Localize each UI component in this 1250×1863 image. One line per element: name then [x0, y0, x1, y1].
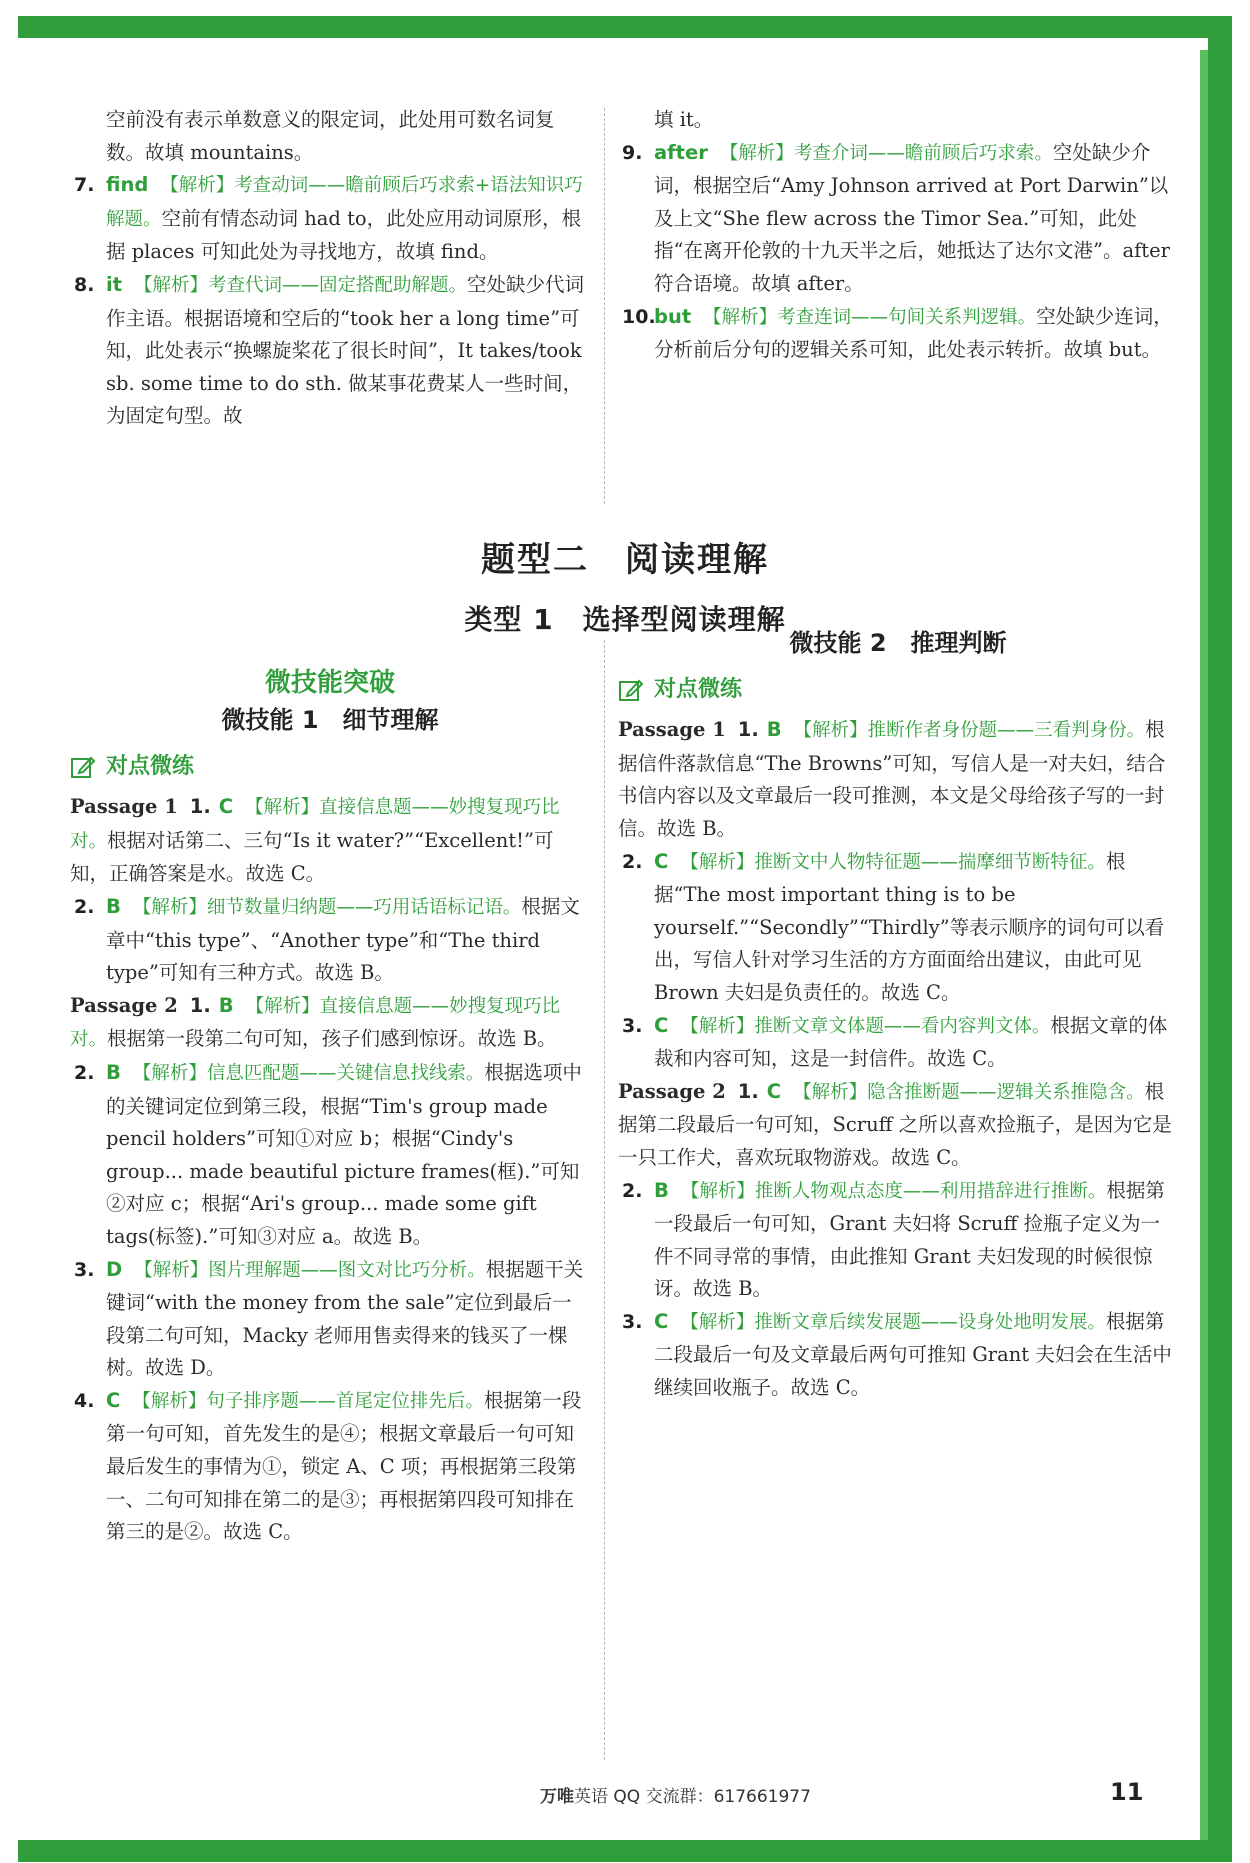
practice-heading — [70, 751, 590, 784]
answer-letter: C — [218, 795, 234, 819]
item-number: 1. — [737, 718, 759, 742]
item-number: 2. — [622, 1179, 643, 1202]
bottom-left-column — [70, 642, 590, 1549]
answer-word: but — [654, 304, 692, 328]
analysis-text: 根据第一段第二句可知，孩子们感到惊讶。故选 B。 — [107, 1027, 557, 1051]
answer-letter: B — [106, 894, 121, 918]
column-divider-top — [604, 108, 605, 504]
analysis-text: 根据文章的体裁和内容可知，这是一封信件。故选 C。 — [654, 1013, 1168, 1071]
item-number: 3. — [74, 1258, 95, 1281]
analysis-tag: 【解析】考查介词——瞻前顾后巧求索。 — [719, 142, 1053, 164]
item-number: 3. — [622, 1310, 643, 1333]
answer-word: it — [106, 272, 123, 296]
analysis-tag: 【解析】推断人物观点态度——利用措辞进行推断。 — [680, 1180, 1107, 1202]
bottom-right-column — [618, 627, 1178, 1405]
analysis-text: 空前有情态动词 had to，此处应用动词原形，根据 places 可知此处为寻找地方，故填 find。 — [106, 206, 582, 264]
answer-item — [70, 891, 590, 990]
answer-item-8 — [70, 269, 590, 433]
answer-item — [618, 1010, 1178, 1076]
analysis-tag: 【解析】考查动词——瞻前顾后巧求索+语法知识巧解题。 — [106, 175, 583, 230]
analysis-text: 空处缺少介词，根据空后“Amy Johnson arrived at Port Darwin”以及上文“She flew across the Timor Sea.”可知，此处指“在离开伦敦的十九天半之后，她抵达了达尔文港”。after 符合语境。故填 after。 — [654, 140, 1170, 295]
answer-item — [70, 1254, 590, 1385]
passage-label: Passage 2 — [70, 993, 178, 1017]
analysis-tag: 【解析】考查连词——句间关系判逻辑。 — [703, 306, 1037, 328]
item-number: 7. — [74, 174, 95, 197]
item-number: 2. — [622, 850, 643, 873]
continued-text: 空前没有表示单数意义的限定词，此处用可数名词复数。故填 mountains。 — [106, 108, 555, 164]
edit-icon — [618, 677, 644, 703]
item-number: 2. — [74, 1061, 95, 1084]
answer-item-9 — [618, 137, 1178, 301]
brand-name: 万唯 — [540, 1787, 574, 1807]
analysis-text: 根据题干关键词“with the money from the sale”定位到最后一段第二句可知，Macky 老师用售卖得来的钱买了一棵树。故选 D。 — [106, 1257, 584, 1380]
skill-heading-green: 微技能突破 — [264, 668, 395, 698]
item-number: 9. — [622, 141, 643, 164]
footer-text: 英语 QQ 交流群：617661977 — [574, 1787, 811, 1807]
analysis-text: 根据第二段最后一句可知，Scruff 之所以喜欢捡瓶子，是因为它是一只工作犬，喜欢玩取物游戏。故选 C。 — [618, 1079, 1172, 1169]
analysis-tag: 【解析】考查代词——固定搭配助解题。 — [134, 274, 468, 296]
analysis-tag: 【解析】隐含推断题——逻辑关系推隐含。 — [793, 1081, 1145, 1103]
analysis-text: 根据第二段最后一句及文章最后两句可推知 Grant 夫妇会在生活中继续回收瓶子。故选 C。 — [654, 1309, 1172, 1400]
passage-label: Passage 1 — [70, 795, 178, 819]
analysis-tag: 【解析】信息匹配题——关键信息找线索。 — [132, 1062, 485, 1084]
analysis-tag: 【解析】推断文章文体题——看内容判文体。 — [680, 1015, 1051, 1037]
analysis-text: 根据第一段最后一句可知，Grant 夫妇将 Scruff 捡瓶子定义为一件不同寻常的事情，由此推知 Grant 夫妇发现的时候很惊讶。故选 B。 — [654, 1178, 1165, 1301]
passage-line — [70, 791, 590, 891]
analysis-text: 根据“The most important thing is to be yourself.”“Secondly”“Thirdly”等表示顺序的词句可以看出，写信人针对学习生活的方方面面给出建议，由此可见 Brown 夫妇是负责任的。故选 C。 — [654, 849, 1165, 1004]
green-frame-top — [18, 16, 1232, 38]
green-frame-inner — [1200, 50, 1208, 1840]
analysis-tag: 【解析】推断文章后续发展题——设身处地明发展。 — [680, 1311, 1106, 1333]
answer-letter: C — [654, 849, 669, 873]
passage-line — [618, 714, 1178, 845]
section-title: 题型二 阅读理解 — [481, 540, 769, 580]
column-divider-bottom — [604, 640, 605, 1760]
page-number: 11 — [1110, 1778, 1144, 1806]
analysis-tag: 【解析】句子排序题——首尾定位排先后。 — [132, 1390, 484, 1412]
analysis-text: 空处缺少代词作主语。根据语境和空后的“took her a long time”可知，此处表示“换螺旋桨花了很长时间”，It takes/took sb. some time to do sth. 做某事花费某人一些时间，为固定句型。故 — [106, 272, 585, 428]
answer-word: after — [654, 140, 708, 164]
practice-heading — [618, 674, 1178, 707]
passage-label: Passage 1 — [618, 718, 726, 742]
analysis-text: 根据选项中的关键词定位到第三段，根据“Tim's group made pencil holders”可知①对应 b；根据“Cindy's group... made beautiful picture frames(框).”可知②对应 c；根据“Ari's group... made some gift tags(标签).”可知③对应 a。故选 B。 — [106, 1060, 582, 1248]
analysis-tag: 【解析】细节数量归纳题——巧用话语标记语。 — [132, 896, 522, 918]
section-subtitle: 类型 1 选择型阅读理解 — [464, 603, 786, 636]
passage-label: Passage 2 — [618, 1079, 726, 1103]
answer-letter: C — [654, 1309, 669, 1333]
answer-letter: C — [106, 1388, 121, 1412]
item-number: 1. — [189, 795, 211, 819]
item-number: 1. — [737, 1079, 759, 1103]
answer-letter: C — [766, 1079, 782, 1103]
skill-1-heading: 微技能 1 细节理解 — [221, 706, 439, 734]
green-frame-bottom — [18, 1840, 1232, 1862]
analysis-text: 根据第一段第一句可知，首先发生的是④；根据文章最后一句可知最后发生的事情为①，锁定 A、C 项；再根据第三段第一、二句可知排在第二的是③；再根据第四段可知排在第三的是②。故选 C。 — [106, 1388, 582, 1544]
item-number: 8. — [74, 273, 95, 296]
top-left-column — [70, 104, 590, 433]
footer — [540, 1782, 811, 1807]
analysis-text: 空处缺少连词，分析前后分句的逻辑关系可知，此处表示转折。故填 but。 — [654, 304, 1173, 362]
analysis-tag: 【解析】推断文中人物特征题——揣摩细节断特征。 — [680, 851, 1106, 873]
passage-line — [618, 1076, 1178, 1175]
answer-item — [70, 1057, 590, 1254]
analysis-tag: 【解析】直接信息题——妙搜复现巧比对。 — [70, 995, 561, 1051]
answer-letter: C — [654, 1013, 669, 1037]
answer-letter: B — [218, 993, 234, 1017]
answer-item-7 — [70, 169, 590, 269]
green-frame-right — [1208, 16, 1232, 1861]
answer-item — [618, 1306, 1178, 1405]
analysis-tag: 【解析】图片理解题——图文对比巧分析。 — [134, 1259, 486, 1281]
answer-item — [70, 1385, 590, 1549]
answer-letter: B — [766, 718, 782, 742]
answer-letter: D — [106, 1257, 123, 1281]
answer-letter: B — [654, 1178, 669, 1202]
answer-word: find — [106, 173, 149, 197]
analysis-text: 根据信件落款信息“The Browns”可知，写信人是一对夫妇，结合书信内容以及文章最后一段可推测，本文是父母给孩子写的一封信。故选 B。 — [618, 718, 1166, 840]
item-number: 4. — [74, 1389, 95, 1412]
skill-2-heading: 微技能 2 推理判断 — [789, 629, 1007, 657]
practice-label: 对点微练 — [654, 676, 743, 702]
passage-line — [70, 990, 590, 1057]
item-number: 10. — [622, 305, 656, 328]
continued-text: 填 it。 — [654, 108, 714, 131]
top-right-column — [618, 104, 1178, 367]
answer-item — [618, 1175, 1178, 1306]
item-number: 2. — [74, 895, 95, 918]
analysis-tag: 【解析】推断作者身份题——三看判身份。 — [793, 720, 1146, 742]
analysis-text: 根据文章中“this type”、“Another type”和“The third type”可知有三种方式。故选 B。 — [106, 894, 580, 985]
answer-item-10 — [618, 301, 1178, 367]
item-number: 1. — [189, 993, 211, 1017]
analysis-tag: 【解析】直接信息题——妙搜复现巧比对。 — [70, 797, 560, 852]
practice-label: 对点微练 — [106, 753, 195, 779]
edit-icon — [70, 754, 96, 780]
answer-letter: B — [106, 1060, 121, 1084]
analysis-text: 根据对话第二、三句“Is it water?”“Excellent!”可知，正确答案是水。故选 C。 — [70, 828, 554, 886]
item-number: 3. — [622, 1014, 643, 1037]
answer-item — [618, 846, 1178, 1010]
